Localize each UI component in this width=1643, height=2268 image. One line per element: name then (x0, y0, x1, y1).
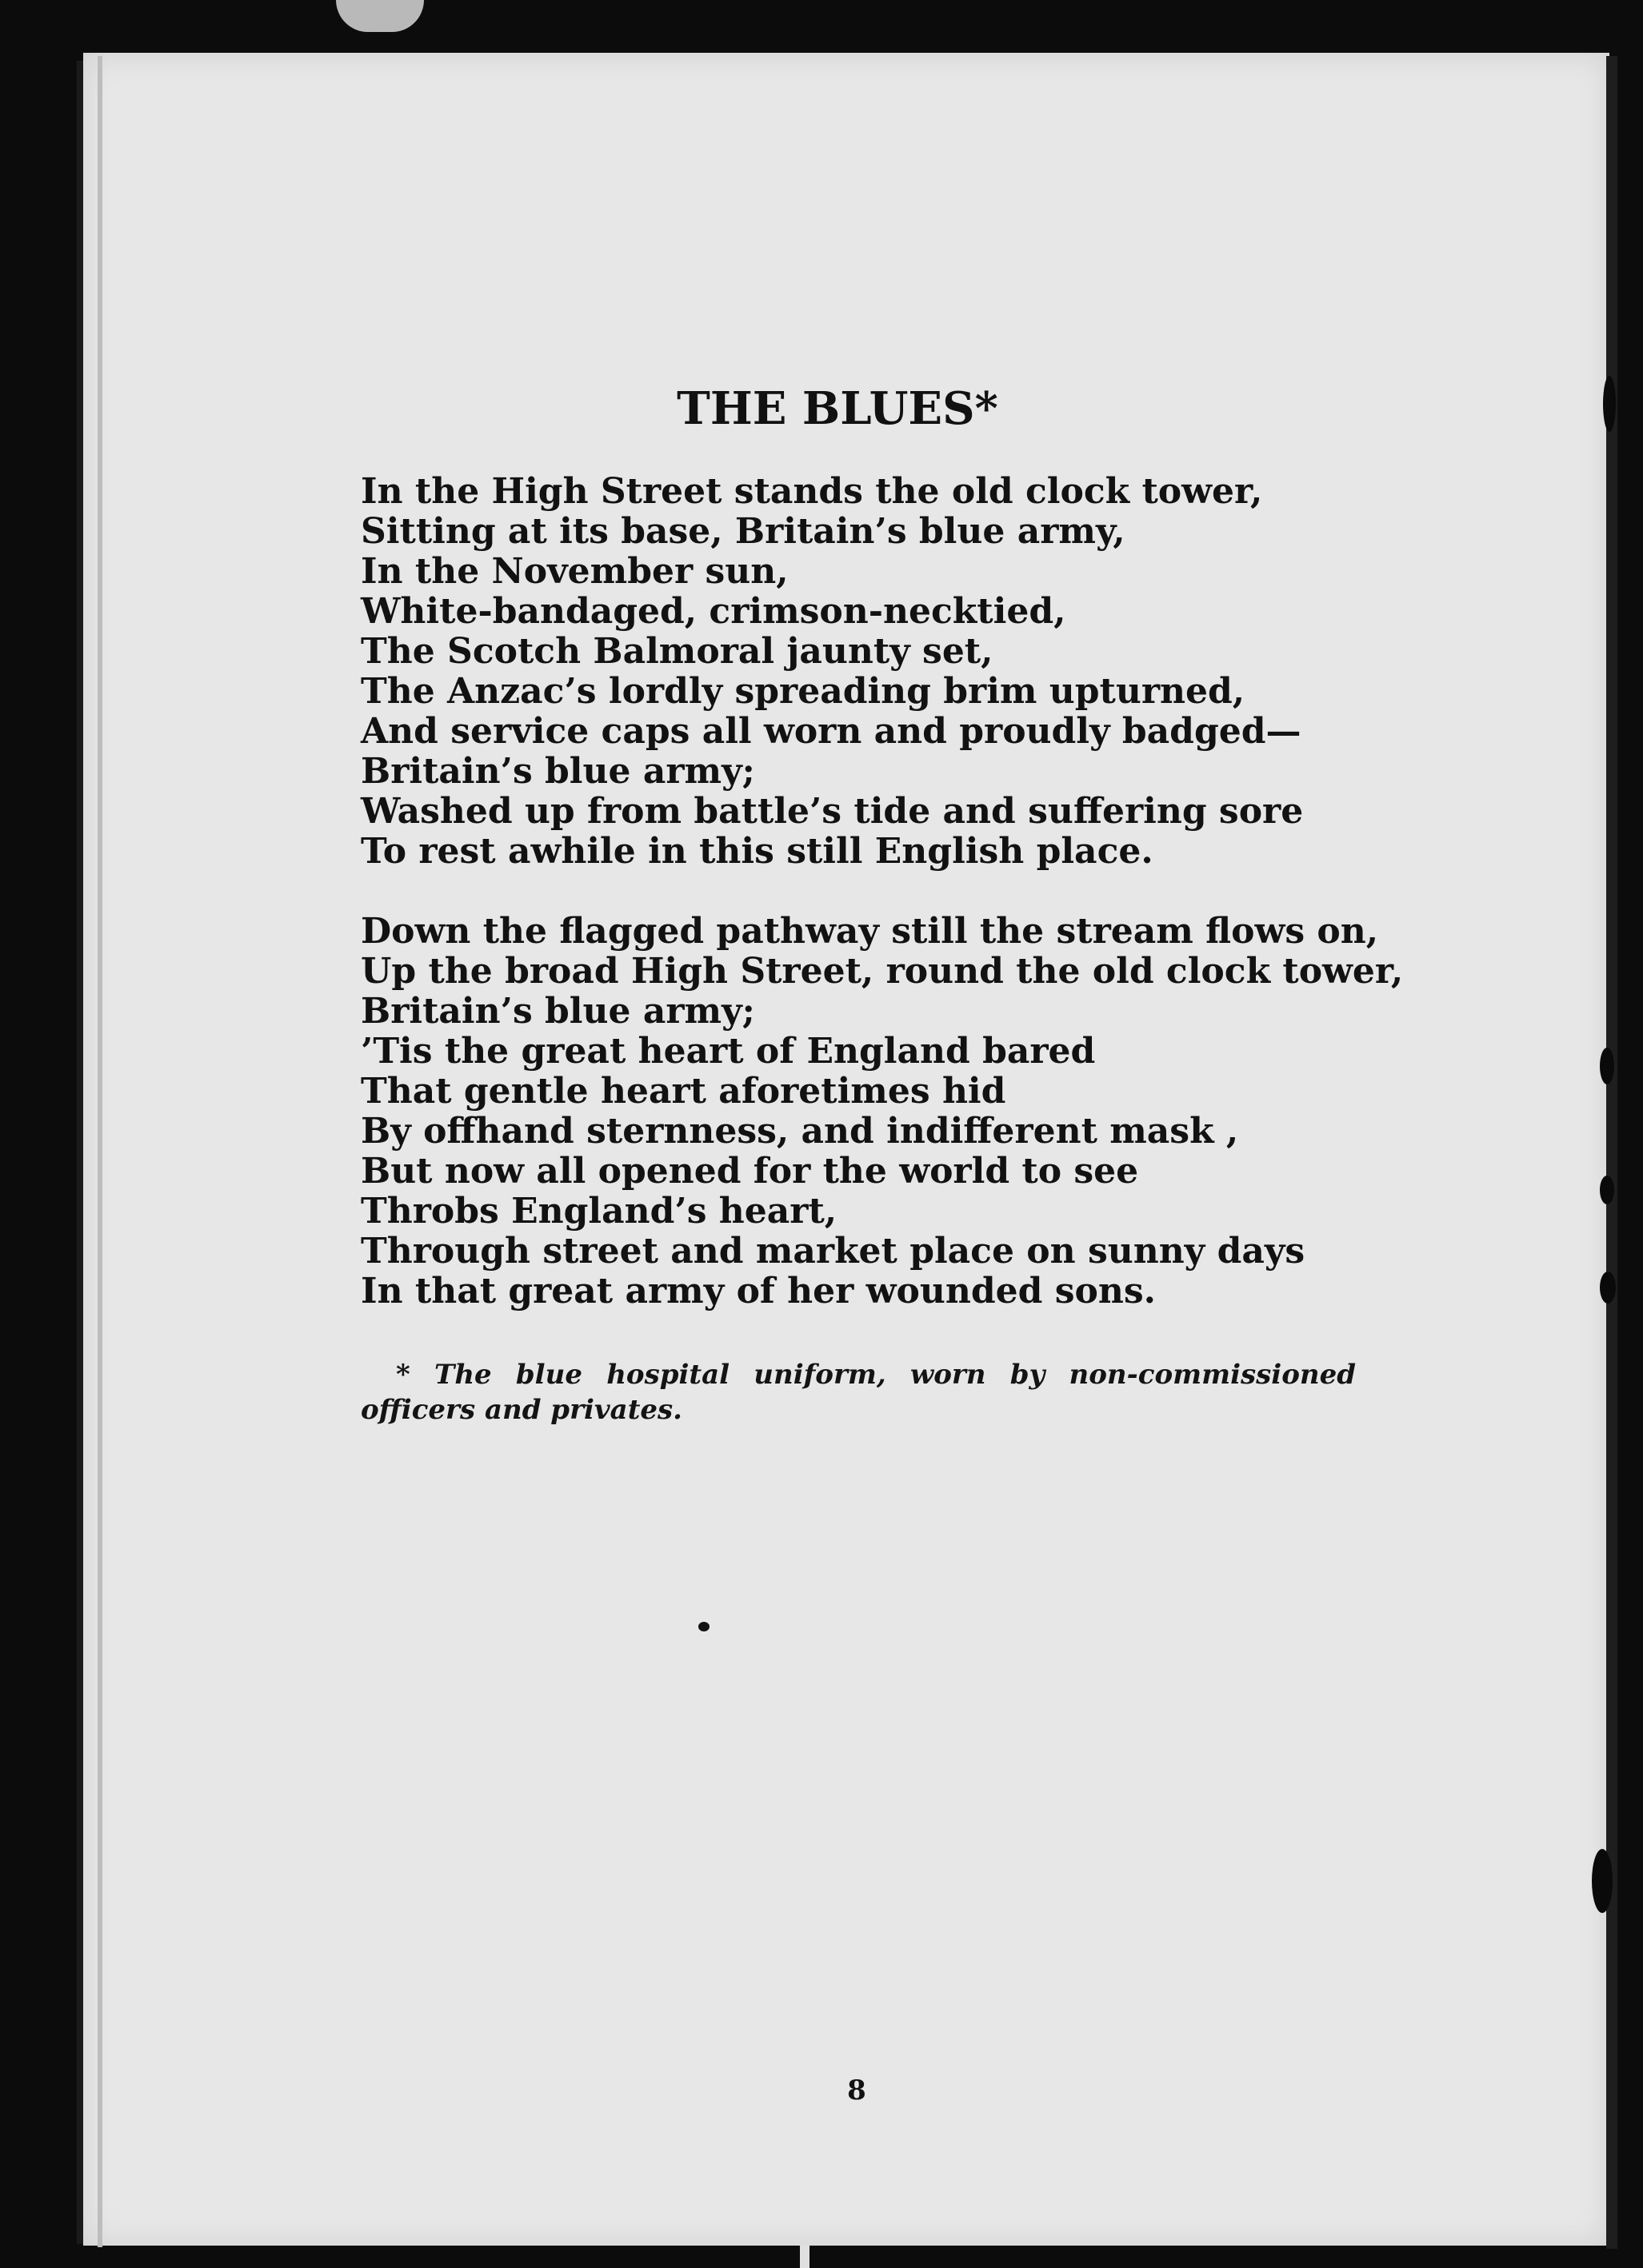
poem-line: By offhand sternness, and indifferent mask , (361, 1111, 1239, 1152)
poem-line: Britain’s blue army; (361, 991, 755, 1032)
poem-line: And service caps all worn and proudly badged— (361, 711, 1301, 752)
poem-line: Throbs England’s heart, (361, 1191, 837, 1232)
poem-line: Britain’s blue army; (361, 751, 755, 792)
binding-mark (1592, 1849, 1613, 1913)
footnote: * The blue hospital uniform, worn by non-commissioned officers and privates. (361, 1359, 1356, 1426)
scan-artifact (800, 2246, 810, 2268)
stanza-2 (361, 911, 1404, 1312)
poem-line: In that great army of her wounded sons. (361, 1271, 1156, 1312)
stanza-1 (361, 472, 1369, 872)
poem-line: In the High Street stands the old clock tower, (361, 471, 1263, 512)
poem-line: Down the flagged pathway still the stream flows on, (361, 911, 1379, 952)
binding-mark (1600, 1176, 1614, 1204)
poem-line: To rest awhile in this still English place. (361, 831, 1153, 872)
binding-mark (1600, 1048, 1614, 1084)
poem-line: Through street and market place on sunny days (361, 1231, 1305, 1272)
poem-line: The Anzac’s lordly spreading brim upturned, (361, 671, 1245, 712)
poem-line: That gentle heart aforetimes hid (361, 1071, 1006, 1112)
poem-line: ’Tis the great heart of England bared (361, 1031, 1096, 1072)
poem-title: THE BLUES* (677, 382, 998, 435)
poem-line: The Scotch Balmoral jaunty set, (361, 631, 993, 672)
scan-artifact (336, 0, 424, 32)
page-number: 8 (847, 2074, 866, 2106)
ink-speck (698, 1622, 710, 1631)
poem-line: In the November sun, (361, 551, 789, 592)
poem-line: But now all opened for the world to see (361, 1151, 1139, 1192)
poem-line: Sitting at its base, Britain’s blue army, (361, 511, 1125, 552)
poem-line: Washed up from battle’s tide and suffering sore (361, 791, 1304, 832)
poem-line: White-bandaged, crimson-necktied, (361, 591, 1066, 632)
binding-mark (1600, 1272, 1616, 1304)
poem-body (361, 471, 1404, 1312)
poem-line: Up the broad High Street, round the old clock tower, (361, 951, 1404, 992)
